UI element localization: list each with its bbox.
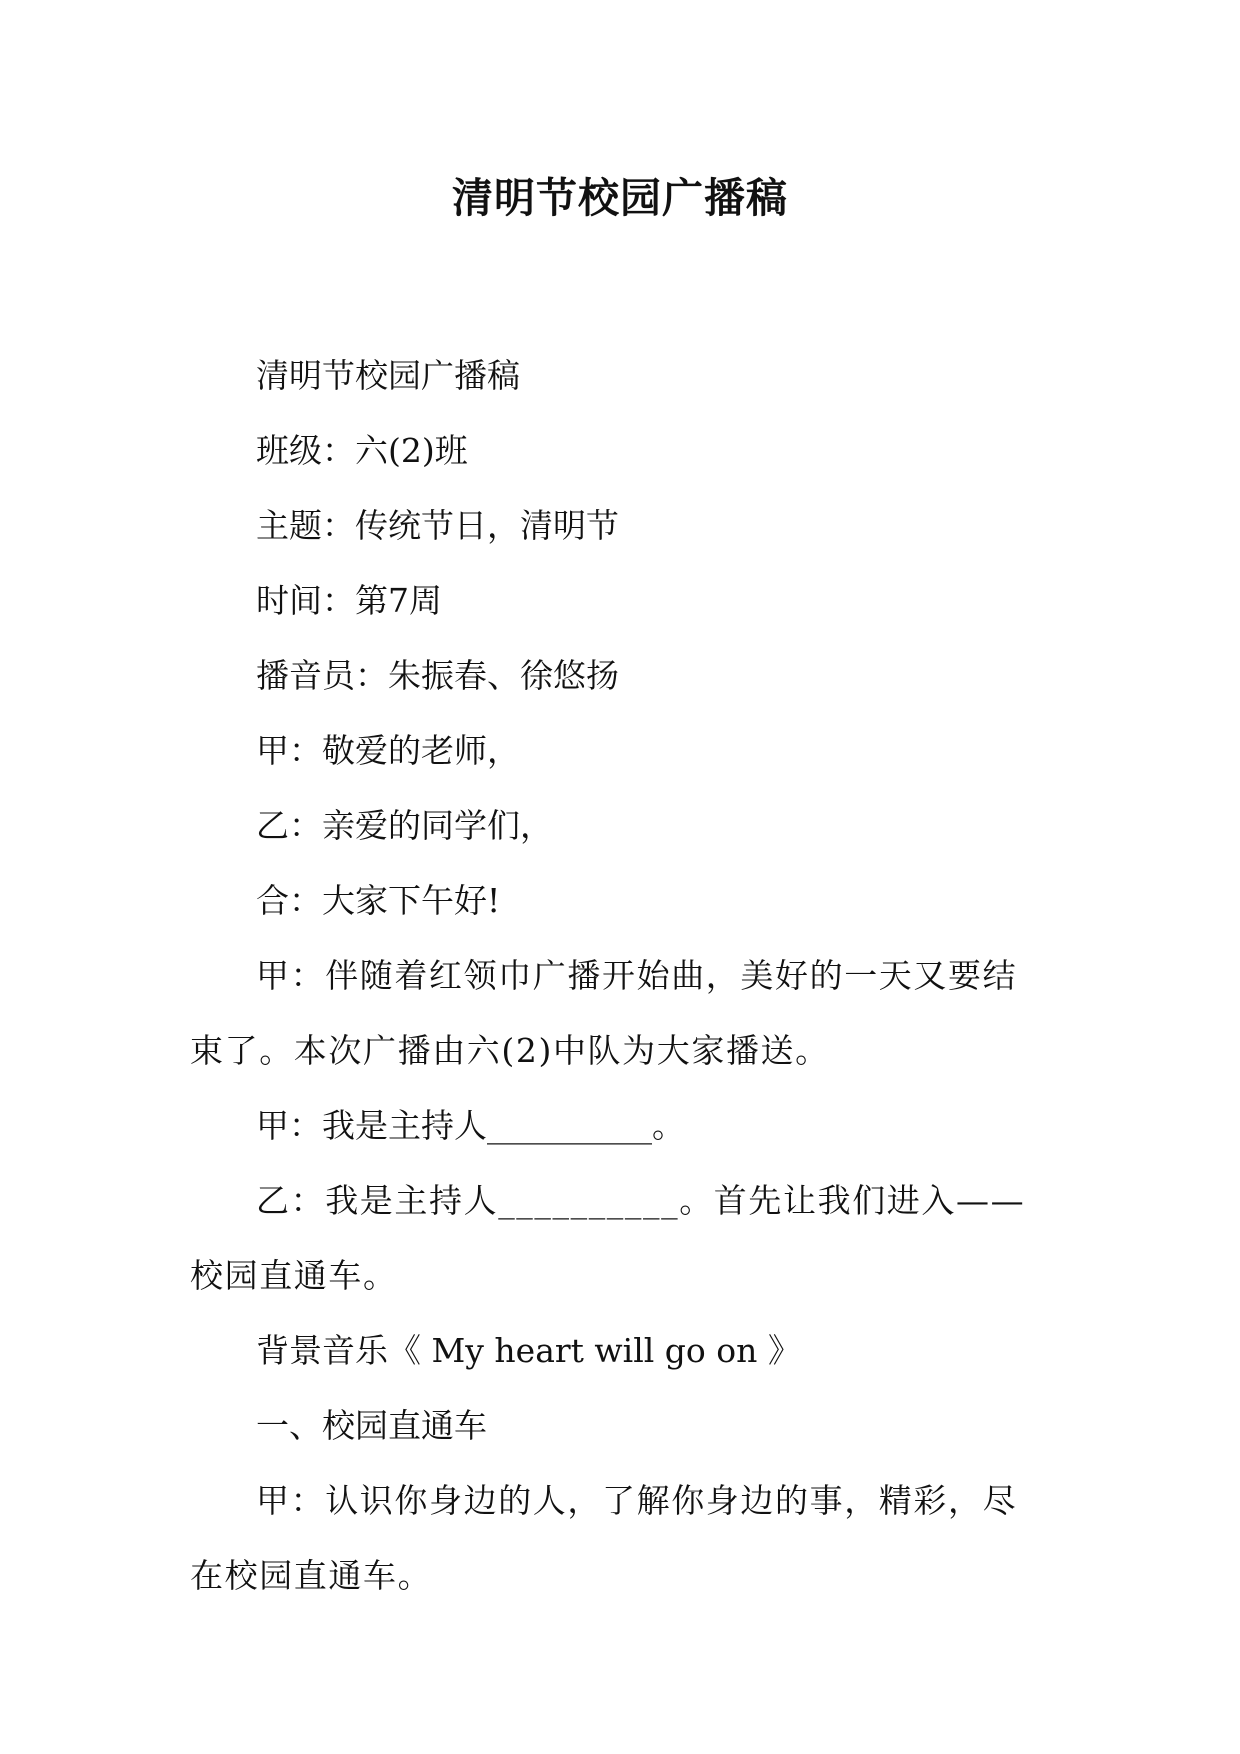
paragraph-time: 时间：第7周: [256, 581, 442, 620]
paragraph-class: 班级：六(2)班: [256, 431, 468, 470]
paragraph-host-b: 乙：我是主持人__________。首先让我们进入——校园直通车。: [190, 1181, 1026, 1295]
paragraph-theme: 主题：传统节日，清明节: [256, 506, 619, 545]
paragraph-section-intro: 甲：认识你身边的人，了解你身边的事，精彩，尽在校园直通车。: [190, 1481, 1018, 1595]
paragraph-greeting-a: 甲：敬爱的老师，: [256, 731, 520, 770]
document-title: 清明节校园广播稿: [452, 174, 788, 222]
document-body: [190, 338, 1050, 1613]
paragraph-greeting-b: 乙：亲爱的同学们，: [256, 806, 553, 845]
paragraph-section-heading: 一、校园直通车: [256, 1406, 487, 1445]
paragraph-heading: 清明节校园广播稿: [256, 356, 520, 395]
paragraph-host-a: 甲：我是主持人__________。: [256, 1106, 685, 1145]
paragraph-opening: 甲：伴随着红领巾广播开始曲，美好的一天又要结束了。本次广播由六(2)中队为大家播送。: [190, 956, 1018, 1070]
paragraph-greeting-together: 合：大家下午好!: [256, 881, 501, 920]
paragraph-background-music: 背景音乐《 My heart will go on 》: [256, 1331, 801, 1370]
paragraph-announcers: 播音员：朱振春、徐悠扬: [256, 656, 619, 695]
